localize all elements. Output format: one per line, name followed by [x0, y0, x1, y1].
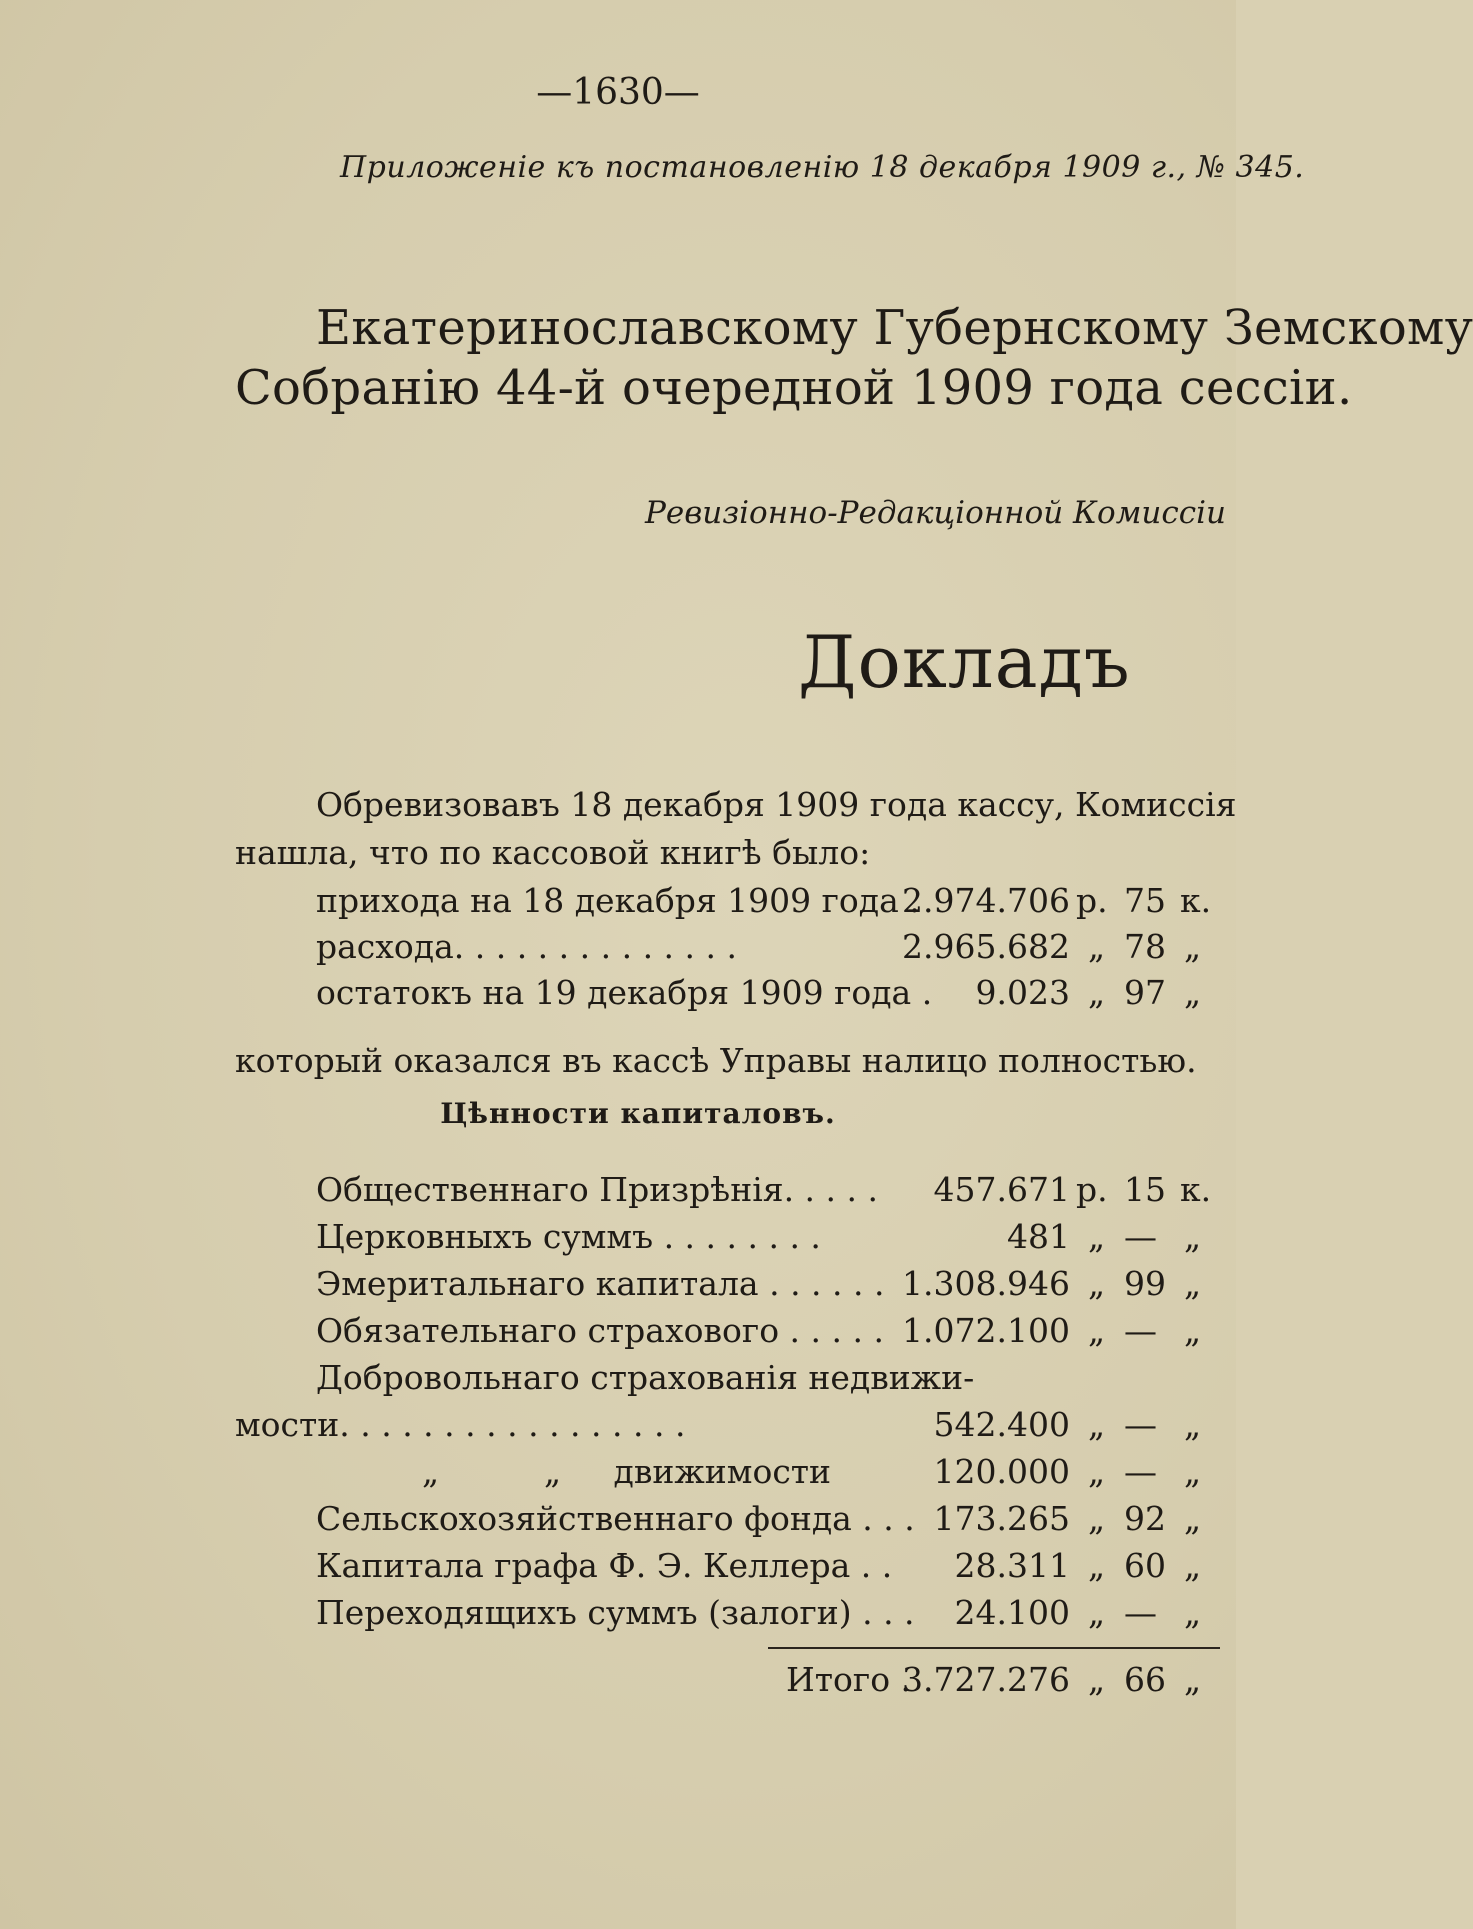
- capital-rub: „: [1088, 1499, 1106, 1538]
- capital-kop: 99: [1124, 1264, 1166, 1303]
- capital-kop-unit: „: [1184, 1499, 1202, 1538]
- capital-kop: —: [1124, 1452, 1157, 1491]
- capital-kop-unit: „: [1184, 1452, 1202, 1491]
- total-label: Итого .: [786, 1660, 912, 1699]
- total-rule: [768, 1647, 1220, 1649]
- capital-kop-unit: „: [1184, 1264, 1202, 1303]
- cash-label: расхода. . . . . . . . . . . . . .: [316, 927, 737, 966]
- capital-label: мости. . . . . . . . . . . . . . . . .: [235, 1405, 686, 1444]
- capital-amount: 173.265: [933, 1499, 1070, 1538]
- cash-rub: „: [1088, 927, 1106, 966]
- capital-kop-unit: к.: [1180, 1170, 1212, 1209]
- cash-kop-unit: „: [1184, 927, 1202, 966]
- capital-kop-unit: „: [1184, 1217, 1202, 1256]
- capital-amount: 457.671: [933, 1170, 1070, 1209]
- cash-kop: 75: [1124, 881, 1166, 920]
- capital-kop: 60: [1124, 1546, 1166, 1585]
- page-number: —1630—: [536, 72, 700, 113]
- address-line-1: Екатеринославскому Губернскому Земскому: [316, 300, 1473, 356]
- capital-kop: —: [1124, 1311, 1157, 1350]
- capital-label: Эмеритальнаго капитала . . . . . .: [316, 1264, 885, 1303]
- cash-rub: „: [1088, 973, 1106, 1012]
- total-kop: 66: [1124, 1660, 1166, 1699]
- total-kop-unit: „: [1184, 1660, 1202, 1699]
- cash-kop: 97: [1124, 973, 1166, 1012]
- document-title: Докладъ: [798, 620, 1131, 704]
- capitals-heading: Цѣнности капиталовъ.: [440, 1097, 836, 1130]
- capital-rub: „: [1088, 1264, 1106, 1303]
- cash-amount: 9.023: [975, 973, 1070, 1012]
- conclusion: который оказался въ кассѣ Управы налицо полностью.: [235, 1041, 1197, 1080]
- capital-amount: 542.400: [933, 1405, 1070, 1444]
- capital-kop-unit: „: [1184, 1405, 1202, 1444]
- total-amount: 3.727.276: [902, 1660, 1070, 1699]
- capital-label: Общественнаго Призрѣнія. . . . .: [316, 1170, 878, 1209]
- capital-amount: 1.308.946: [902, 1264, 1070, 1303]
- capital-kop: —: [1124, 1405, 1157, 1444]
- capital-rub: „: [1088, 1546, 1106, 1585]
- capital-kop: 92: [1124, 1499, 1166, 1538]
- capital-rub: „: [1088, 1593, 1106, 1632]
- capital-rub: р.: [1076, 1170, 1108, 1209]
- cash-kop-unit: к.: [1180, 881, 1212, 920]
- capital-label: Добровольнаго страхованія недвижи-: [316, 1358, 975, 1397]
- cash-label: прихода на 18 декабря 1909 года .: [316, 881, 920, 920]
- intro-line-2: нашла, что по кассовой книгѣ было:: [235, 833, 871, 872]
- capital-kop-unit: „: [1184, 1593, 1202, 1632]
- cash-kop: 78: [1124, 927, 1166, 966]
- capital-amount: 481: [1007, 1217, 1070, 1256]
- from-commission: Ревизіонно-Редакціонной Комиссіи: [645, 495, 1226, 531]
- capital-label: Переходящихъ суммъ (залоги) . . .: [316, 1593, 915, 1632]
- cash-label: остатокъ на 19 декабря 1909 года .: [316, 973, 933, 1012]
- capital-rub: „: [1088, 1217, 1106, 1256]
- capital-amount: 120.000: [933, 1452, 1070, 1491]
- address-line-2: Собранію 44-й очередной 1909 года сессіи.: [235, 360, 1353, 416]
- capital-label: „ „ движимости: [422, 1452, 832, 1491]
- capital-kop: —: [1124, 1593, 1157, 1632]
- capital-label: Церковныхъ суммъ . . . . . . . .: [316, 1217, 821, 1256]
- capital-kop: —: [1124, 1217, 1157, 1256]
- capital-amount: 28.311: [954, 1546, 1070, 1585]
- capital-rub: „: [1088, 1452, 1106, 1491]
- cash-rub: р.: [1076, 881, 1108, 920]
- capital-label: Обязательнаго страхового . . . . .: [316, 1311, 884, 1350]
- capital-kop: 15: [1124, 1170, 1166, 1209]
- capital-rub: „: [1088, 1311, 1106, 1350]
- cash-kop-unit: „: [1184, 973, 1202, 1012]
- cash-amount: 2.965.682: [902, 927, 1070, 966]
- appendix-note: Приложеніе къ постановленію 18 декабря 1909 г., № 345.: [340, 150, 1305, 185]
- capital-label: Капитала графа Ф. Э. Келлера . .: [316, 1546, 893, 1585]
- total-rub: „: [1088, 1660, 1106, 1699]
- capital-amount: 1.072.100: [902, 1311, 1070, 1350]
- cash-amount: 2.974.706: [902, 881, 1070, 920]
- capital-amount: 24.100: [954, 1593, 1070, 1632]
- capital-label: Сельскохозяйственнаго фонда . . .: [316, 1499, 915, 1538]
- capital-kop-unit: „: [1184, 1311, 1202, 1350]
- capital-rub: „: [1088, 1405, 1106, 1444]
- intro-line-1: Обревизовавъ 18 декабря 1909 года кассу, Комиссія: [316, 785, 1237, 824]
- capital-kop-unit: „: [1184, 1546, 1202, 1585]
